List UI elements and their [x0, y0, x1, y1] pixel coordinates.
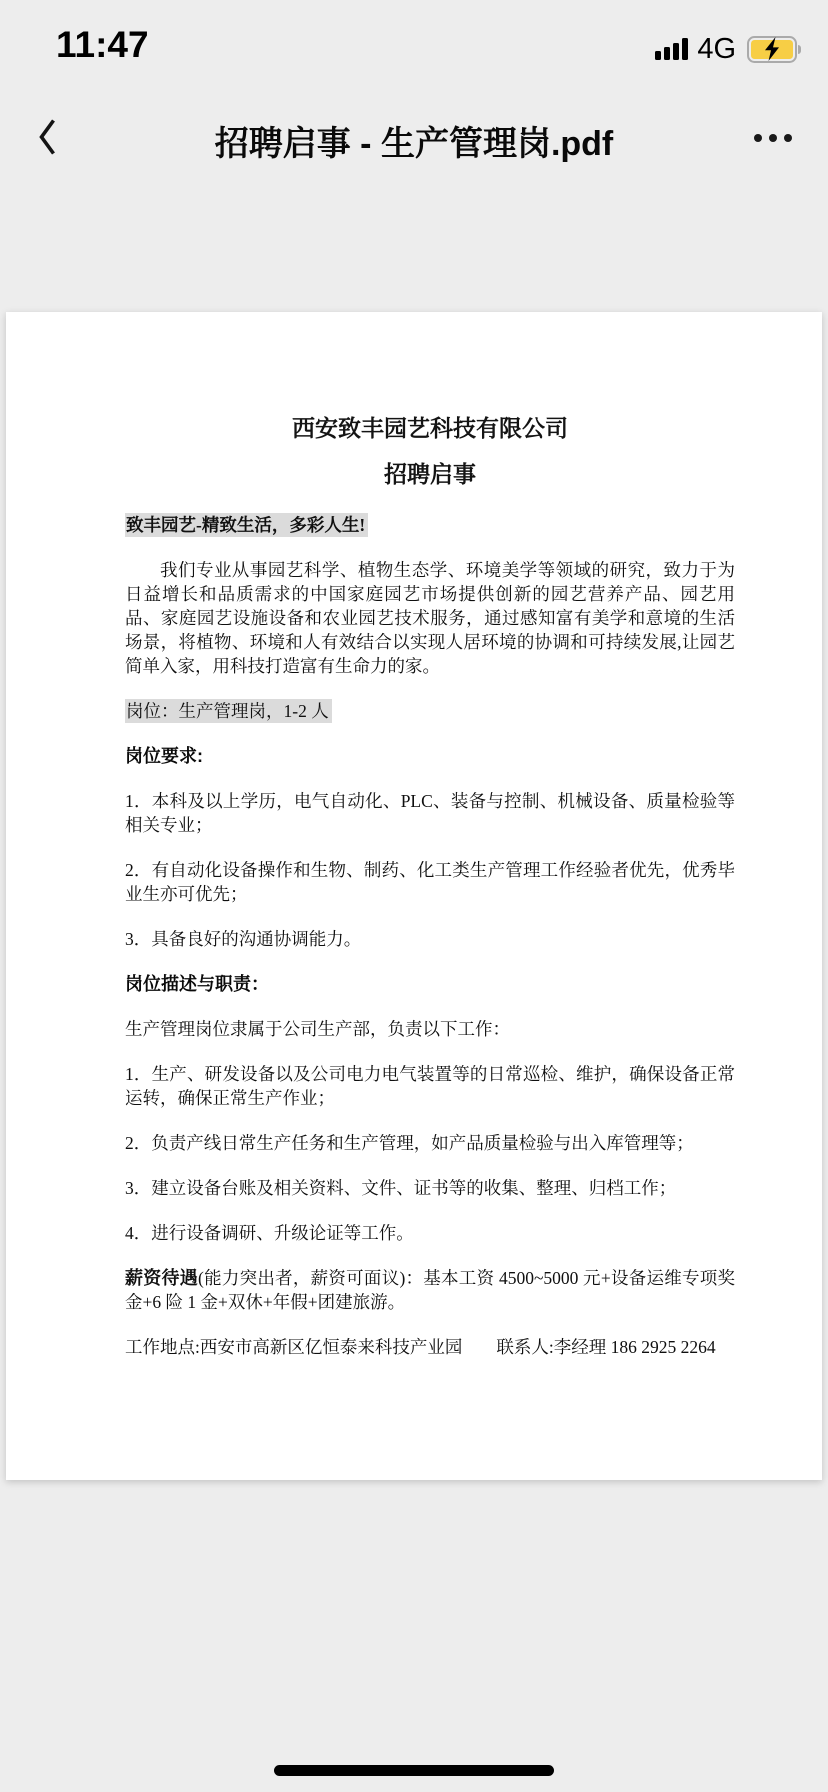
chevron-left-icon [37, 117, 57, 157]
contact-line [125, 1335, 735, 1359]
position-line: 岗位：生产管理岗，1-2 人 [125, 699, 735, 723]
cellular-signal-icon [655, 38, 688, 60]
duties-header: 岗位描述与职责： [125, 974, 269, 994]
salary-paragraph [125, 1266, 735, 1314]
duty-item: 1．生产、研发设备以及公司电力电气装置等的日常巡检、维护，确保设备正常运转，确保正常生产作业； [125, 1064, 735, 1108]
duties-intro: 生产管理岗位隶属于公司生产部，负责以下工作： [125, 1019, 510, 1039]
network-type-label: 4G [697, 33, 736, 65]
requirements-header: 岗位要求: [125, 746, 203, 766]
salary-label: 薪资待遇 [125, 1268, 199, 1288]
ellipsis-icon [754, 134, 762, 142]
back-button[interactable] [30, 114, 64, 160]
requirement-item: 2．有自动化设备操作和生物、制药、化工类生产管理工作经验者优先，优秀毕业生亦可优先； [125, 860, 735, 904]
duty-item: 3．建立设备台账及相关资料、文件、证书等的收集、整理、归档工作； [125, 1178, 677, 1198]
requirement-item: 1．本科及以上学历，电气自动化、PLC、装备与控制、机械设备、质量检验等相关专业； [125, 791, 735, 835]
battery-charging-icon [747, 36, 797, 63]
company-intro-paragraph: 我们专业从事园艺科学、植物生态学、环境美学等领域的研究，致力于为日益增长和品质需求的中国家庭园艺市场提供创新的园艺营养产品、园艺用品、家庭园艺设施设备和农业园艺技术服务，通过感知富有美学和意境的生活场景，将植物、环境和人有效结合以实现人居环境的协调和可持续发展,让园艺简单入家，用科技打造富有生命力的家。 [125, 560, 735, 676]
salary-text: (能力突出者，薪资可面议)：基本工资 4500~5000 元+设备运维专项奖金+6 险 1 金+双休+年假+团建旅游。 [125, 1268, 735, 1312]
file-title: 招聘启事 - 生产管理岗.pdf [214, 125, 614, 163]
company-name: 西安致丰园艺科技有限公司 [292, 415, 568, 441]
status-time: 11:47 [56, 24, 149, 65]
lightning-bolt-icon [763, 37, 781, 61]
contact-person: 联系人:李经理 186 2925 2264 [496, 1337, 716, 1357]
slogan-line: 致丰园艺-精致生活，多彩人生! [125, 513, 735, 537]
duty-item: 4．进行设备调研、升级论证等工作。 [125, 1223, 414, 1243]
work-location: 工作地点:西安市高新区亿恒泰来科技产业园 [125, 1337, 463, 1357]
document-title: 招聘启事 [384, 461, 476, 487]
duty-item: 2．负责产线日常生产任务和生产管理，如产品质量检验与出入库管理等； [125, 1133, 694, 1153]
more-options-button[interactable] [752, 128, 794, 148]
requirement-item: 3．具备良好的沟通协调能力。 [125, 929, 362, 949]
home-indicator[interactable] [274, 1765, 554, 1776]
status-icons [655, 33, 797, 65]
pdf-page[interactable] [6, 312, 822, 1480]
document-content [6, 312, 822, 1480]
nav-bar [0, 100, 828, 172]
